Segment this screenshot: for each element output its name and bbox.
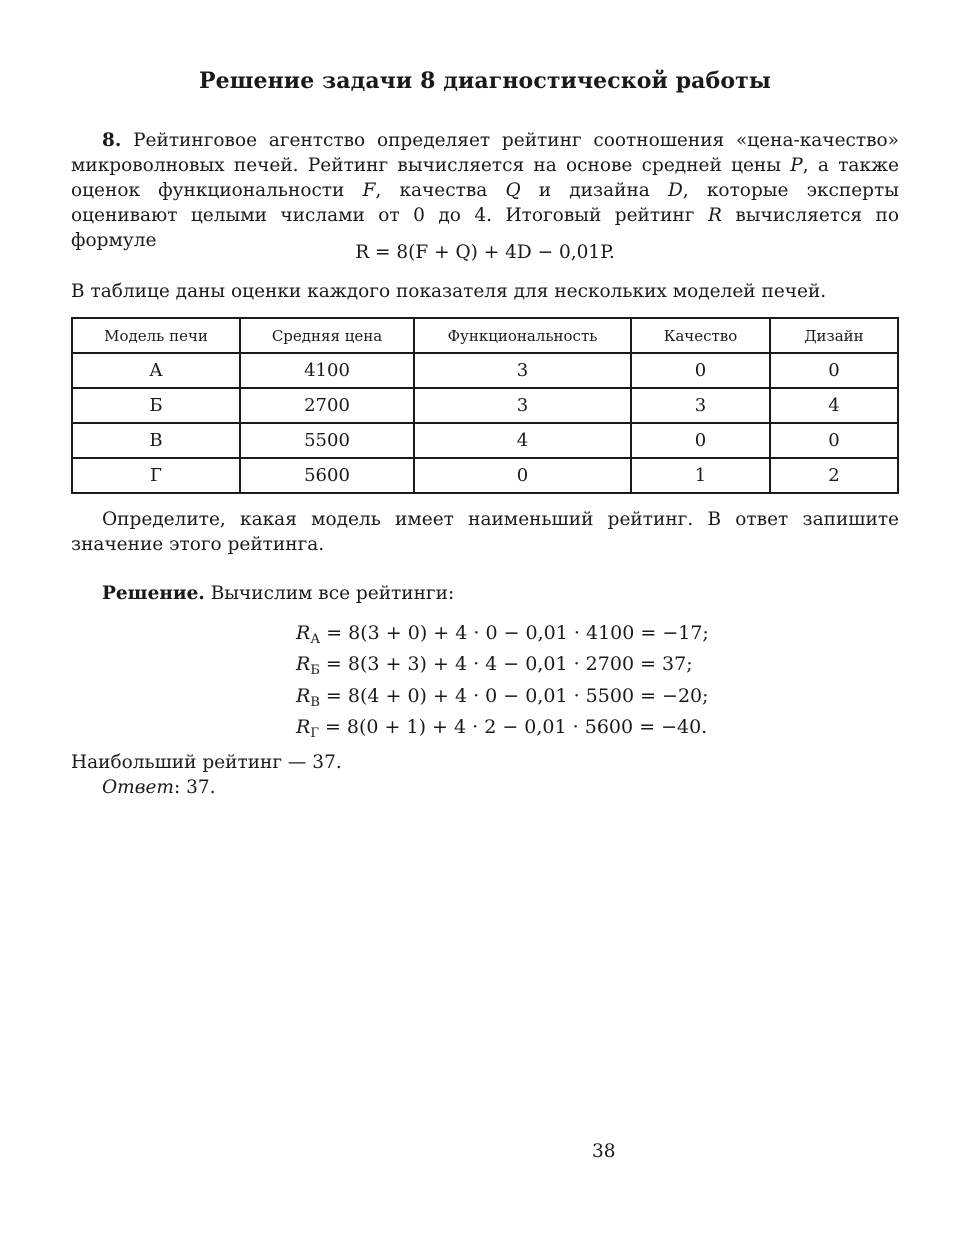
problem-text-4: и дизайна xyxy=(538,180,650,201)
table-row xyxy=(72,388,898,423)
cell-design: 4 xyxy=(770,388,898,423)
problem-number: 8. xyxy=(102,130,122,151)
calc-subscript: В xyxy=(310,695,320,710)
cell-price: 5600 xyxy=(240,458,414,493)
answer-label: Ответ xyxy=(102,777,174,798)
cell-quality: 1 xyxy=(631,458,770,493)
cell-model: Б xyxy=(72,388,240,423)
solution-intro-text: Вычислим все рейтинги: xyxy=(210,583,455,604)
header-design: Дизайн xyxy=(770,318,898,353)
cell-functionality: 0 xyxy=(414,458,631,493)
header-functionality: Функциональность xyxy=(414,318,631,353)
cell-model: В xyxy=(72,423,240,458)
problem-statement xyxy=(71,128,899,253)
calc-expression: = 8(0 + 1) + 4 · 2 − 0,01 · 5600 = −40. xyxy=(318,716,708,738)
calc-subscript: Б xyxy=(310,663,320,678)
question-text: Определите, какая модель имеет наименьший рейтинг. В ответ запишите значение этого рейтинга. xyxy=(71,509,899,555)
cell-quality: 0 xyxy=(631,423,770,458)
page-number: 38 xyxy=(592,1141,616,1162)
cell-quality: 3 xyxy=(631,388,770,423)
calc-line: $R_В = 8(4 + 0) + 4 \cdot 0 - 0,01 \cdot 5500 = -20$; xyxy=(296,685,709,710)
header-quality: Качество xyxy=(631,318,770,353)
cell-functionality: 4 xyxy=(414,423,631,458)
calc-expression: = 8(3 + 3) + 4 · 4 − 0,01 · 2700 = 37; xyxy=(319,653,693,675)
cell-price: 2700 xyxy=(240,388,414,423)
cell-functionality: 3 xyxy=(414,353,631,388)
rating-formula xyxy=(0,240,970,265)
table-header-row xyxy=(72,318,898,353)
var-d: D xyxy=(667,180,683,201)
calc-subscript: Г xyxy=(310,726,319,741)
table-row xyxy=(72,353,898,388)
answer-line xyxy=(71,775,899,800)
calc-line: $R_Б = 8(3 + 3) + 4 \cdot 4 - 0,01 \cdot 2700 = 37$; xyxy=(296,653,693,678)
problem-text: Рейтинговое агентство определяет рейтинг соотношения «цена-качество» микроволновых печей. Рейтинг вычисляется на основе средней цены xyxy=(71,130,899,176)
conclusion: Наибольший рейтинг — 37. xyxy=(71,752,342,773)
cell-model: Г xyxy=(72,458,240,493)
answer-value: : 37. xyxy=(173,777,216,798)
calc-expression: = 8(4 + 0) + 4 · 0 − 0,01 · 5500 = −20; xyxy=(319,685,709,707)
table-row xyxy=(72,458,898,493)
solution-label: Решение. xyxy=(102,583,205,604)
page-title: Решение задачи 8 диагностической работы xyxy=(199,68,771,94)
header-model: Модель печи xyxy=(72,318,240,353)
calc-line: $R_Г = 8(0 + 1) + 4 \cdot 2 - 0,01 \cdot 5600 = -40$. xyxy=(296,716,708,741)
problem-text-5: , которые эксперты оценивают целыми числами от 0 до 4. Итоговый рейтинг xyxy=(71,180,899,226)
formula-text: R = 8(F + Q) + 4D − 0,01P. xyxy=(355,242,615,263)
cell-quality: 0 xyxy=(631,353,770,388)
cell-price: 5500 xyxy=(240,423,414,458)
problem-text-6: вычисляется по формуле xyxy=(71,205,899,251)
header-price: Средняя цена xyxy=(240,318,414,353)
cell-design: 0 xyxy=(770,353,898,388)
calc-expression: = 8(3 + 0) + 4 · 0 − 0,01 · 4100 = −17; xyxy=(320,622,709,644)
calc-line: $R_А = 8(3 + 0) + 4 \cdot 0 - 0,01 \cdot 4100 = -17$; xyxy=(296,622,709,647)
cell-model: А xyxy=(72,353,240,388)
cell-design: 0 xyxy=(770,423,898,458)
var-p: P xyxy=(790,155,803,176)
calc-subscript: А xyxy=(310,632,321,647)
cell-price: 4100 xyxy=(240,353,414,388)
table-row xyxy=(72,423,898,458)
problem-text-3: , качества xyxy=(375,180,488,201)
problem-text-2: , а также оценок функциональности xyxy=(71,155,899,201)
var-f: F xyxy=(362,180,376,201)
var-q: Q xyxy=(505,180,521,201)
cell-design: 2 xyxy=(770,458,898,493)
table-intro: В таблице даны оценки каждого показателя для нескольких моделей печей. xyxy=(71,281,827,302)
solution-intro xyxy=(71,581,899,606)
cell-functionality: 3 xyxy=(414,388,631,423)
var-r: R xyxy=(707,205,722,226)
ratings-table xyxy=(71,317,899,494)
